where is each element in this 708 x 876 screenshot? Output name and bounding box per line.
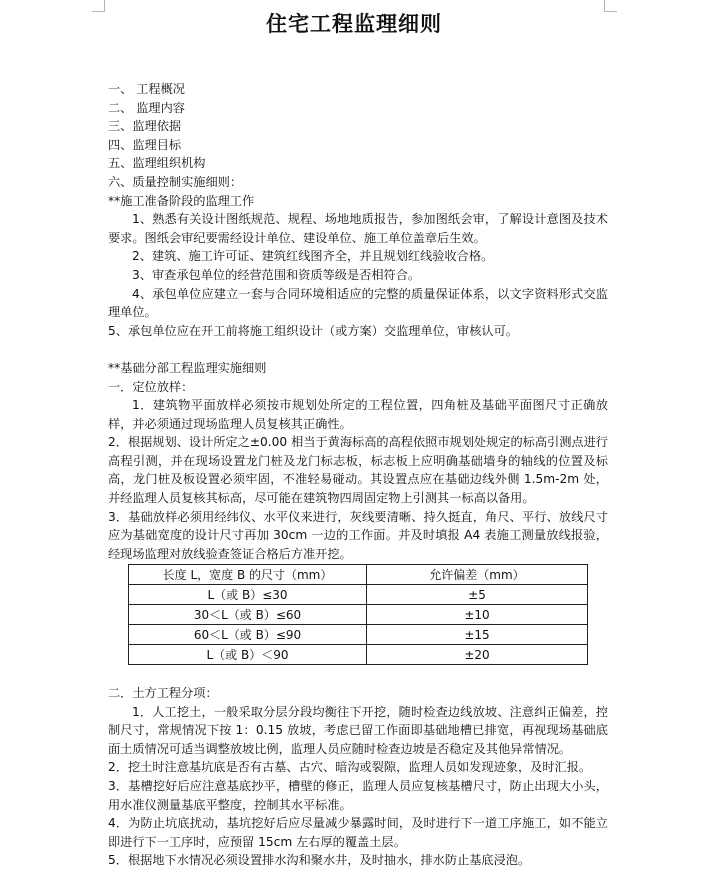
- subsection-heading: 二．土方工程分项：: [108, 686, 218, 701]
- table-row: [129, 605, 588, 625]
- table-cell: L（或 B）≤30: [129, 585, 367, 605]
- toc-item: 五、监理组织机构: [108, 156, 206, 171]
- toc-item: 一、 工程概况: [108, 82, 185, 96]
- foundation-item: 2．根据规划、设计所定之±0.00 相当于黄海标高的高程依照市规划处规定的标高引测点进行高程引测，并在现场设置龙门桩及龙门标志板，标志板上应明确基础墙身的轴线的位置及标高，龙门桩及板设置必须牢固，不准轻易碰动。其设置点应在基础边线外侧 1.5m-2m 处，并经监理人员复核其标高，尽可能在建筑物四周固定物上引测其一标高以备用。: [108, 435, 608, 506]
- section-heading-prep: **施工准备阶段的监理工作: [108, 193, 255, 208]
- table-row: [129, 625, 588, 645]
- table-header-cell: 允许偏差（mm）: [367, 565, 588, 585]
- blank-line: [108, 340, 608, 359]
- earthwork-item: 4．为防止坑底扰动，基坑挖好后应尽量减少暴露时间，及时进行下一道工序施工，如不能立即进行下一工序时，应预留 15cm 左右厚的覆盖土层。: [108, 816, 608, 849]
- toc-item: 六、质量控制实施细则：: [108, 174, 243, 189]
- table-row: [129, 585, 588, 605]
- prep-item: 2、建筑、施工许可证、建筑红线图齐全，并且规划红线验收合格。: [132, 249, 494, 264]
- table-cell: L（或 B）＜90: [129, 645, 367, 665]
- prep-item: 4、承包单位应建立一套与合同环境相适应的完整的质量保证体系，以文字资料形式交监理单位。: [108, 286, 608, 320]
- prep-item: 5、承包单位应在开工前将施工组织设计（或方案）交监理单位，审核认可。: [108, 323, 518, 338]
- document-title: 住宅工程监理细则: [266, 12, 442, 36]
- table-cell: 30＜L（或 B）≤60: [129, 605, 367, 625]
- table-header-row: [129, 565, 588, 585]
- toc-item: 四、监理目标: [108, 137, 182, 152]
- table-row: [129, 645, 588, 665]
- table-cell: ±20: [367, 645, 588, 665]
- earthwork-item: 3．基槽挖好后应注意基底抄平，槽壁的修正，监理人员应复核基槽尺寸，防止出现大小头，用水准仪测量基底平整度，控制其水平标准。: [108, 779, 608, 812]
- table-header-cell: 长度 L，宽度 B 的尺寸（mm）: [129, 565, 367, 585]
- table-cell: ±15: [367, 625, 588, 645]
- foundation-item: 1．建筑物平面放样必须按市规划处所定的工程位置，四角桩及基础平面图尺寸正确放样，并必须通过现场监理人员复核其正确性。: [108, 398, 608, 431]
- toc-item: 三、监理依据: [108, 119, 182, 134]
- prep-item: 1、熟悉有关设计图纸规范、规程、场地地质报告，参加图纸会审，了解设计意图及技术要求。图纸会审纪要需经设计单位、建设单位、施工单位盖章后生效。: [108, 212, 608, 245]
- table-cell: ±10: [367, 605, 588, 625]
- blank-line: [108, 665, 608, 684]
- toc-item: 二、 监理内容: [108, 100, 185, 115]
- document-body: [108, 80, 608, 870]
- earthwork-item: 5．根据地下水情况必须设置排水沟和聚水井，及时抽水，排水防止基底浸泡。: [108, 853, 531, 868]
- subsection-heading: 一．定位放样：: [108, 379, 194, 394]
- table-cell: 60＜L（或 B）≤90: [129, 625, 367, 645]
- earthwork-item: 1．人工挖土，一般采取分层分段均衡往下开挖，随时检查边线放坡、注意纠正偏差，控制尺寸，常规情况下按 1：0.15 放坡，考虑已留工作面即基础地槽已排宽，再视现场基础底面土质情况可适当调整放坡比例，监理人员应随时检查边坡是否稳定及其他异常情况。: [108, 704, 608, 756]
- foundation-item: 3．基础放样必须用经纬仪、水平仪来进行，灰线要清晰、持久挺直，角尺、平行、放线尺寸应为基础宽度的设计尺寸再加 30cm 一边的工作面。并及时填报 A4 表施工测量放线报验，经现场监理对放线验查签证合格后方准开挖。: [108, 509, 608, 561]
- earthwork-item: 2．挖土时注意基坑底是否有古墓、古穴、暗沟或裂隙，监理人员如发现迹象，及时汇报。: [108, 760, 592, 775]
- table-cell: ±5: [367, 585, 588, 605]
- prep-item: 3、审查承包单位的经营范围和资质等级是否相符合。: [132, 267, 421, 282]
- tolerance-table: [128, 564, 588, 665]
- section-heading-foundation: **基础分部工程监理实施细则: [108, 360, 267, 375]
